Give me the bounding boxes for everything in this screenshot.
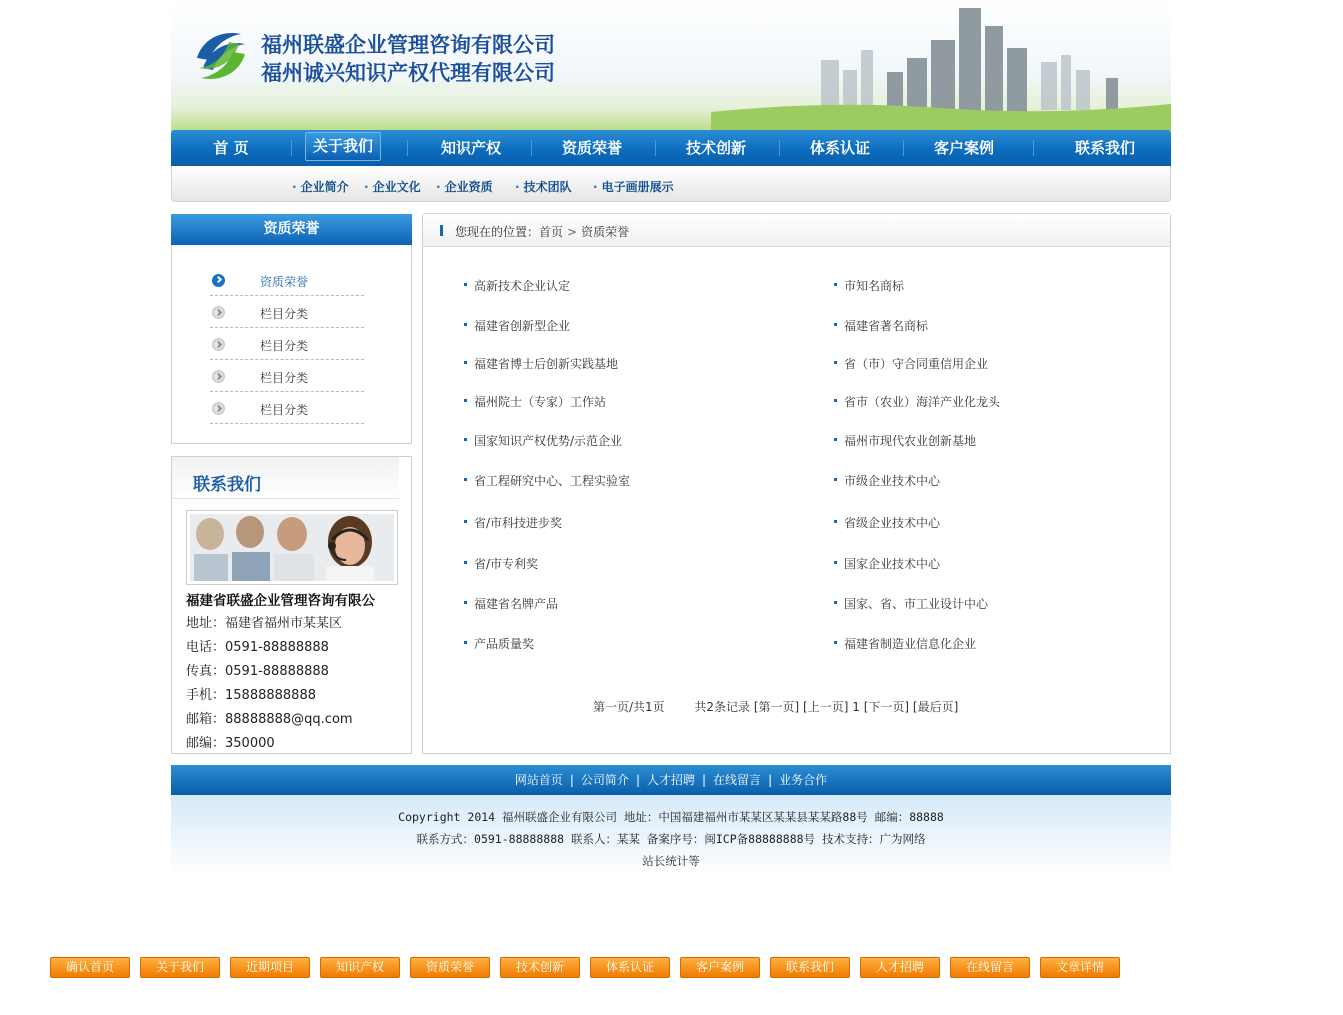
company-name-primary: 福州联盛企业管理咨询有限公司: [261, 33, 555, 57]
contact-mobile: 手机：15888888888: [186, 688, 316, 703]
bullet-icon: [834, 478, 837, 481]
chevron-right-icon: [212, 338, 225, 351]
nav-item-certification[interactable]: 体系认证: [809, 139, 870, 157]
nav-separator: [291, 140, 292, 156]
page-index-button[interactable]: 在线留言: [950, 957, 1030, 978]
honor-list-item[interactable]: 省/市专利奖: [464, 555, 538, 572]
page-index-button[interactable]: 文章详情: [1040, 957, 1120, 978]
footer-stats: 站长统计等: [642, 854, 700, 868]
nav-item-innovation[interactable]: 技术创新: [685, 139, 746, 157]
honor-list-item[interactable]: 省/市科技进步奖: [464, 514, 562, 531]
page-index-button[interactable]: 联系我们: [770, 957, 850, 978]
nav-separator: [779, 140, 780, 156]
category-item[interactable]: [210, 360, 364, 392]
honor-list-item[interactable]: 省（市）守合同重信用企业: [834, 355, 988, 372]
category-item[interactable]: [210, 392, 364, 424]
bullet-icon: ·: [364, 180, 369, 194]
site-header: [171, 0, 1171, 131]
nav-item-contact[interactable]: 联系我们: [1074, 139, 1135, 157]
pager-prev[interactable]: [上一页]: [803, 700, 849, 714]
page-index-button[interactable]: 知识产权: [320, 957, 400, 978]
footer-separator: |: [702, 773, 707, 787]
page-index-button[interactable]: 人才招聘: [860, 957, 940, 978]
footer-link-jobs[interactable]: 人才招聘: [646, 773, 695, 787]
bullet-icon: [464, 361, 467, 364]
bullet-icon: [464, 520, 467, 523]
subnav-item-intro[interactable]: · 企业简介: [292, 180, 349, 194]
bullet-icon: [834, 641, 837, 644]
main-nav: [171, 130, 1171, 166]
page-index-button[interactable]: 体系认证: [590, 957, 670, 978]
chevron-right-icon: [212, 402, 225, 415]
bullet-icon: ·: [292, 180, 297, 194]
bullet-icon: ·: [515, 180, 520, 194]
honor-list-item[interactable]: 福建省制造业信息化企业: [834, 635, 976, 652]
breadcrumb-text: 您现在的位置：首页 > 资质荣誉: [455, 225, 630, 239]
honor-list-item[interactable]: 产品质量奖: [464, 635, 534, 652]
honor-list-item[interactable]: 福建省著名商标: [834, 317, 928, 334]
contact-company-name: 福建省联盛企业管理咨询有限公: [186, 593, 375, 609]
main-content: [422, 213, 1171, 754]
contact-sidebar: [171, 456, 412, 754]
footer-separator: |: [768, 773, 773, 787]
honor-list-item[interactable]: 市知名商标: [834, 277, 904, 294]
bullet-icon: [464, 641, 467, 644]
honor-list-item[interactable]: 省工程研究中心、工程实验室: [464, 472, 630, 489]
subnav-item-culture[interactable]: · 企业文化: [364, 180, 421, 194]
page-index-button[interactable]: 资质荣誉: [410, 957, 490, 978]
breadcrumb-home-link[interactable]: 首页: [539, 225, 564, 239]
category-item[interactable]: [210, 328, 364, 360]
bullet-icon: [834, 361, 837, 364]
category-item[interactable]: [210, 296, 364, 328]
bullet-icon: [834, 323, 837, 326]
page-index-button[interactable]: 技术创新: [500, 957, 580, 978]
bullet-icon: [464, 323, 467, 326]
subnav-item-qualification[interactable]: · 企业资质: [436, 180, 493, 194]
honor-list-item[interactable]: 福建省创新型企业: [464, 317, 570, 334]
footer-link-home[interactable]: 网站首页: [514, 773, 563, 787]
bullet-icon: [834, 601, 837, 604]
category-label: 栏目分类: [260, 339, 309, 353]
bullet-icon: [834, 520, 837, 523]
subnav-item-brochure[interactable]: · 电子画册展示: [593, 180, 674, 194]
page-index-button[interactable]: 近期项目: [230, 957, 310, 978]
sub-nav: [171, 166, 1171, 202]
honor-list-item[interactable]: 福建省名牌产品: [464, 595, 558, 612]
chevron-right-icon: [212, 274, 225, 287]
bullet-icon: [834, 561, 837, 564]
breadcrumb-current: 资质荣誉: [581, 225, 630, 239]
bullet-icon: [464, 561, 467, 564]
company-logo-icon: [189, 24, 253, 88]
nav-separator: [1033, 140, 1034, 156]
nav-separator: [407, 140, 408, 156]
pager-last[interactable]: [最后页]: [912, 700, 959, 714]
honor-list-item[interactable]: 国家知识产权优势/示范企业: [464, 432, 622, 449]
footer-link-message[interactable]: 在线留言: [713, 773, 762, 787]
honor-list-item[interactable]: 国家、省、市工业设计中心: [834, 595, 988, 612]
chevron-right-icon: [212, 370, 225, 383]
bullet-icon: [464, 283, 467, 286]
footer-link-about[interactable]: 公司简介: [580, 773, 629, 787]
subnav-item-team[interactable]: · 技术团队: [515, 180, 572, 194]
footer-contact: 联系方式：0591-88888888 联系人：某某 备案序号：闽ICP备88888888号 技术支持：广为网络: [416, 832, 926, 846]
footer-link-business[interactable]: 业务合作: [779, 773, 828, 787]
bullet-icon: [834, 283, 837, 286]
page-index-button[interactable]: 确认首页: [50, 957, 130, 978]
pager-page-info: 第一页/共1页: [593, 700, 665, 714]
honor-list-item[interactable]: 国家企业技术中心: [834, 555, 940, 572]
pager-current: 1: [852, 700, 860, 714]
honor-list-item[interactable]: 福州市现代农业创新基地: [834, 432, 976, 449]
bullet-icon: [464, 399, 467, 402]
honor-list-item[interactable]: 省市（农业）海洋产业化龙头: [834, 393, 1000, 410]
category-label: 栏目分类: [260, 371, 309, 385]
nav-item-cases[interactable]: 客户案例: [933, 139, 994, 157]
breadcrumb: [423, 214, 1170, 247]
honor-list-item[interactable]: 省级企业技术中心: [834, 514, 940, 531]
page-index-button[interactable]: 关于我们: [140, 957, 220, 978]
bullet-icon: ·: [593, 180, 598, 194]
chevron-right-icon: [212, 306, 225, 319]
bullet-icon: [834, 438, 837, 441]
breadcrumb-marker: [440, 225, 443, 236]
nav-separator: [903, 140, 904, 156]
category-label: 资质荣誉: [260, 275, 309, 289]
footer-copyright: Copyright 2014 福州联盛企业有限公司 地址：中国福建福州市某某区某某县某某路88号 邮编：88888: [398, 810, 944, 824]
bullet-icon: [464, 601, 467, 604]
bullet-icon: [834, 399, 837, 402]
nav-item-about[interactable]: 关于我们: [305, 132, 381, 161]
category-item[interactable]: [210, 264, 364, 296]
footer-separator: |: [635, 773, 640, 787]
company-name-secondary: 福州诚兴知识产权代理有限公司: [261, 61, 555, 85]
contact-address: 地址：福建省福州市某某区: [186, 616, 343, 631]
pager-first[interactable]: [第一页]: [753, 700, 800, 714]
headset-agents-image: [190, 514, 394, 581]
contact-fax: 传真：0591-88888888: [186, 664, 329, 679]
contact-postcode: 邮编：350000: [186, 736, 275, 751]
category-title: 资质荣誉: [171, 214, 412, 245]
city-skyline-illustration: [711, 0, 1171, 131]
honor-list-item[interactable]: 高新技术企业认定: [464, 277, 570, 294]
nav-item-home[interactable]: 首 页: [213, 139, 249, 157]
customer-service-photo: [186, 510, 398, 585]
chevron-right-icon: >: [567, 225, 578, 239]
contact-title: 联系我们: [193, 475, 261, 495]
nav-item-ip[interactable]: 知识产权: [440, 139, 501, 157]
category-label: 栏目分类: [260, 403, 309, 417]
page-index-button[interactable]: 客户案例: [680, 957, 760, 978]
pager-record-count: 共2条记录: [694, 700, 750, 714]
nav-item-honors[interactable]: 资质荣誉: [561, 139, 622, 157]
bullet-icon: [464, 438, 467, 441]
nav-separator: [531, 140, 532, 156]
category-sidebar: [171, 214, 412, 444]
bullet-icon: ·: [436, 180, 441, 194]
footer-info: [171, 795, 1171, 875]
honor-list-item[interactable]: 福州院士（专家）工作站: [464, 393, 606, 410]
honor-list-item[interactable]: 福建省博士后创新实践基地: [464, 355, 618, 372]
category-label: 栏目分类: [260, 307, 309, 321]
pagination: [593, 698, 958, 715]
bullet-icon: [464, 478, 467, 481]
contact-phone: 电话：0591-88888888: [186, 640, 329, 655]
honor-list-item[interactable]: 市级企业技术中心: [834, 472, 940, 489]
footer-nav: [171, 765, 1171, 795]
footer-separator: |: [569, 773, 574, 787]
nav-separator: [655, 140, 656, 156]
contact-email: 邮箱：88888888@qq.com: [186, 712, 353, 727]
pager-next[interactable]: [下一页]: [863, 700, 910, 714]
